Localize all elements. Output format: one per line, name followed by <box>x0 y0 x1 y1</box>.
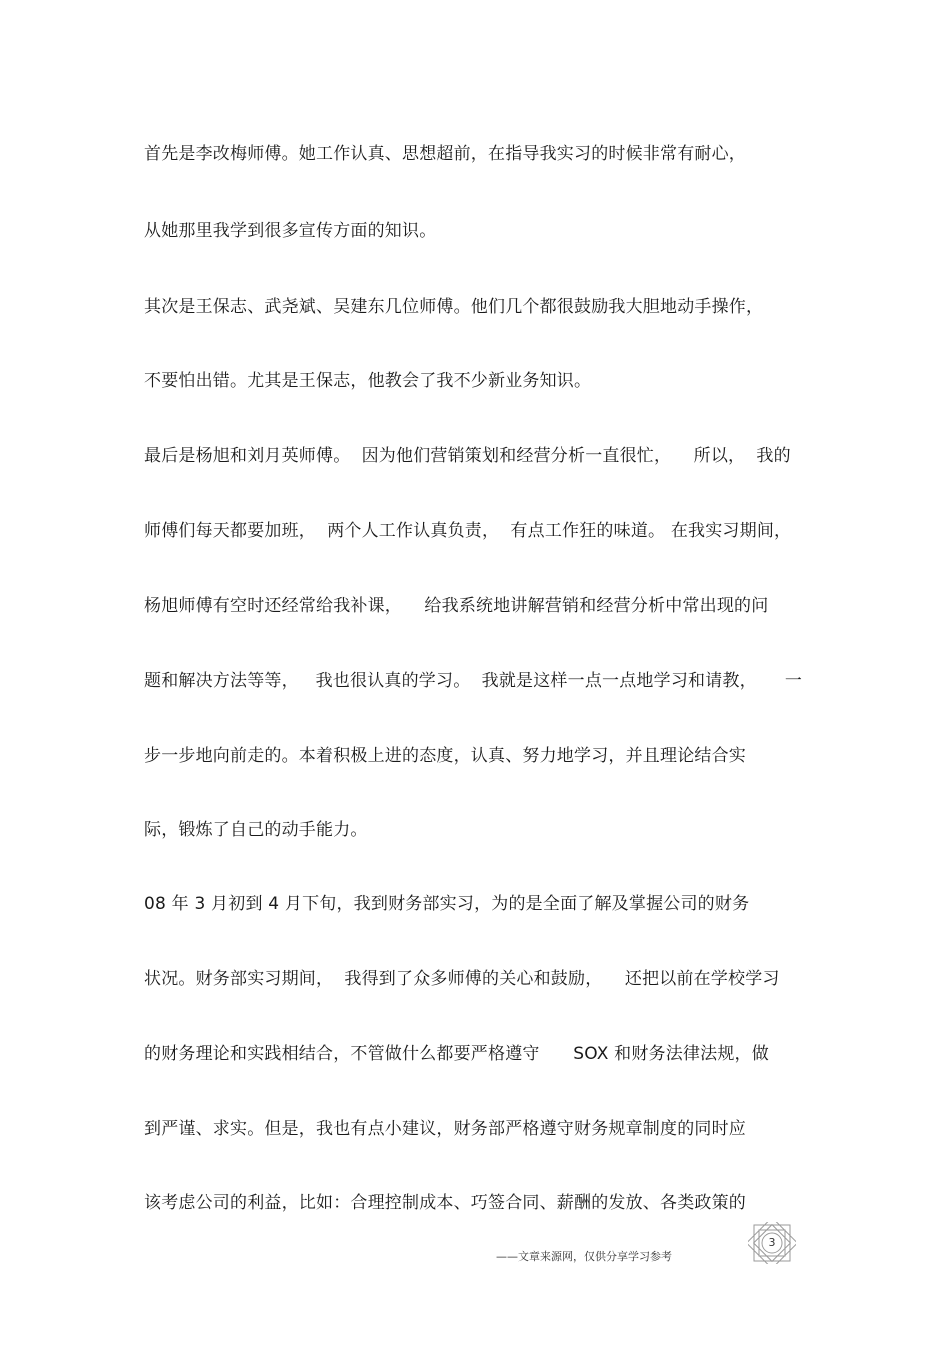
text-line: 际，锻炼了自己的动手能力。 <box>144 820 368 840</box>
page-number: 3 <box>768 1236 776 1249</box>
text-line: 从她那里我学到很多宣传方面的知识。 <box>144 221 437 241</box>
text-line: 步一步地向前走的。本着积极上进的态度，认真、努力地学习，并且理论结合实 <box>144 746 746 766</box>
text-line: 08 年 3 月初到 4 月下旬，我到财务部实习，为的是全面了解及掌握公司的财务 <box>144 894 750 914</box>
footer-source-text: ——文章来源网，仅供分享学习参考 <box>496 1250 672 1263</box>
text-line: 其次是王保志、武尧斌、吴建东几位师傅。他们几个都很鼓励我大胆地动手操作， <box>144 297 764 317</box>
text-line: 不要怕出错。尤其是王保志，他教会了我不少新业务知识。 <box>144 371 592 391</box>
text-line: 的财务理论和实践相结合，不管做什么都要严格遵守 SOX 和财务法律法规，做 <box>144 1044 769 1064</box>
text-line: 首先是李改梅师傅。她工作认真、思想超前，在指导我实习的时候非常有耐心， <box>144 144 746 164</box>
text-line: 师傅们每天都要加班， 两个人工作认真负责， 有点工作狂的味道。 在我实习期间， <box>144 521 792 541</box>
text-line: 最后是杨旭和刘月英师傅。 因为他们营销策划和经营分析一直很忙， 所以， 我的 <box>144 446 791 466</box>
page-number-badge <box>748 1222 796 1264</box>
text-line: 杨旭师傅有空时还经常给我补课， 给我系统地讲解营销和经营分析中常出现的问 <box>144 596 769 616</box>
text-line: 题和解决方法等等， 我也很认真的学习。 我就是这样一点一点地学习和请教， 一 <box>144 671 803 691</box>
text-line: 状况。财务部实习期间， 我得到了众多师傅的关心和鼓励， 还把以前在学校学习 <box>144 969 780 989</box>
text-line: 到严谨、求实。但是，我也有点小建议，财务部严格遵守财务规章制度的同时应 <box>144 1119 746 1139</box>
text-line: 该考虑公司的利益，比如：合理控制成本、巧签合同、薪酬的发放、各类政策的 <box>144 1193 746 1213</box>
